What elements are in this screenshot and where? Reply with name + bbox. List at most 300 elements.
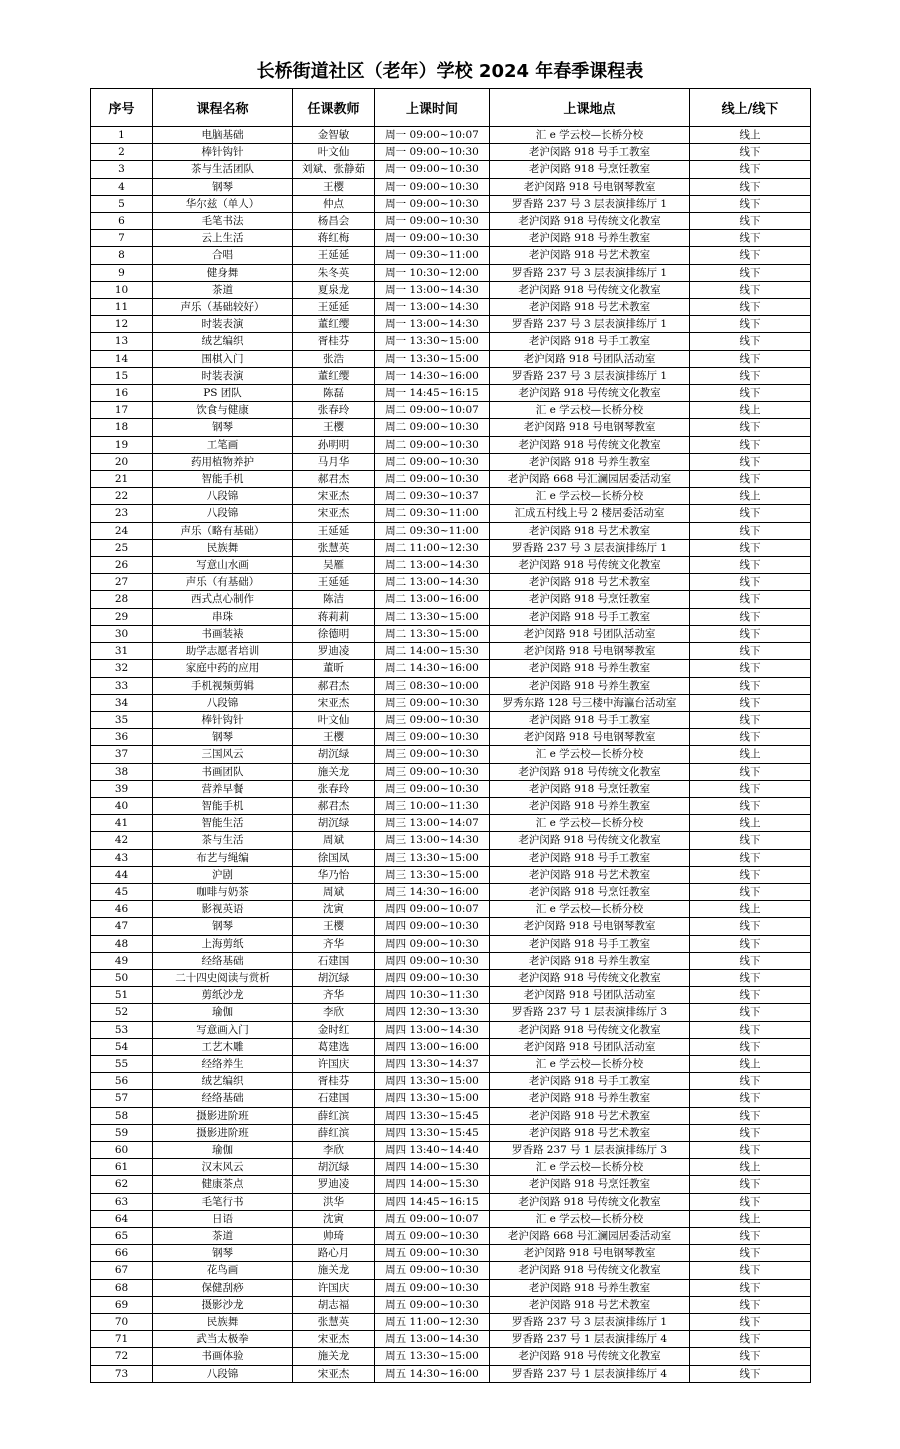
cell-location: 罗香路 237 号 3 层表演排练厅 1 xyxy=(490,195,690,212)
table-row xyxy=(91,161,811,178)
table-row xyxy=(91,763,811,780)
cell-teacher: 胥桂芬 xyxy=(293,333,375,350)
table-row xyxy=(91,746,811,763)
cell-location: 老沪闵路 918 号手工教室 xyxy=(490,935,690,952)
cell-time: 周二 09:00~10:07 xyxy=(375,402,490,419)
cell-mode: 线下 xyxy=(690,780,811,797)
cell-location: 老沪闵路 918 号手工教室 xyxy=(490,608,690,625)
cell-course-name: 手机视频剪辑 xyxy=(153,677,293,694)
cell-index: 23 xyxy=(91,505,153,522)
table-row xyxy=(91,539,811,556)
cell-teacher: 叶文仙 xyxy=(293,711,375,728)
cell-teacher: 郝君杰 xyxy=(293,677,375,694)
cell-course-name: 民族舞 xyxy=(153,539,293,556)
cell-index: 60 xyxy=(91,1141,153,1158)
cell-teacher: 李欣 xyxy=(293,1141,375,1158)
cell-location: 罗香路 237 号 3 层表演排练厅 1 xyxy=(490,316,690,333)
cell-teacher: 金智敏 xyxy=(293,127,375,144)
header-row xyxy=(91,89,811,127)
cell-location: 汇 e 学云校—长桥分校 xyxy=(490,901,690,918)
cell-location: 老沪闵路 918 号艺术教室 xyxy=(490,1107,690,1124)
cell-time: 周二 09:30~10:37 xyxy=(375,488,490,505)
cell-time: 周四 10:30~11:30 xyxy=(375,987,490,1004)
cell-mode: 线下 xyxy=(690,247,811,264)
cell-teacher: 齐华 xyxy=(293,935,375,952)
cell-time: 周一 13:00~14:30 xyxy=(375,299,490,316)
cell-teacher: 葛建选 xyxy=(293,1038,375,1055)
cell-index: 46 xyxy=(91,901,153,918)
cell-time: 周三 09:00~10:30 xyxy=(375,780,490,797)
cell-mode: 线上 xyxy=(690,402,811,419)
cell-time: 周五 09:00~10:30 xyxy=(375,1228,490,1245)
cell-course-name: 时装表演 xyxy=(153,367,293,384)
cell-time: 周三 14:30~16:00 xyxy=(375,883,490,900)
cell-course-name: 合唱 xyxy=(153,247,293,264)
cell-time: 周三 09:00~10:30 xyxy=(375,729,490,746)
cell-time: 周三 09:00~10:30 xyxy=(375,711,490,728)
cell-mode: 线下 xyxy=(690,1314,811,1331)
cell-course-name: 经络养生 xyxy=(153,1055,293,1072)
cell-course-name: 工艺木雕 xyxy=(153,1038,293,1055)
cell-course-name: 布艺与绳编 xyxy=(153,849,293,866)
cell-time: 周五 13:30~15:00 xyxy=(375,1348,490,1365)
table-row xyxy=(91,367,811,384)
cell-index: 26 xyxy=(91,557,153,574)
table-row xyxy=(91,1038,811,1055)
cell-course-name: 摄影进阶班 xyxy=(153,1124,293,1141)
table-row xyxy=(91,1193,811,1210)
cell-course-name: 写意画入门 xyxy=(153,1021,293,1038)
cell-teacher: 施关龙 xyxy=(293,1348,375,1365)
cell-mode: 线下 xyxy=(690,505,811,522)
cell-index: 71 xyxy=(91,1331,153,1348)
cell-time: 周五 11:00~12:30 xyxy=(375,1314,490,1331)
cell-index: 51 xyxy=(91,987,153,1004)
table-row xyxy=(91,281,811,298)
cell-index: 16 xyxy=(91,385,153,402)
cell-mode: 线下 xyxy=(690,987,811,1004)
cell-course-name: 武当太极拳 xyxy=(153,1331,293,1348)
cell-teacher: 张春玲 xyxy=(293,402,375,419)
table-row xyxy=(91,488,811,505)
table-row xyxy=(91,1090,811,1107)
table-row xyxy=(91,608,811,625)
cell-index: 11 xyxy=(91,299,153,316)
cell-mode: 线上 xyxy=(690,1210,811,1227)
cell-index: 67 xyxy=(91,1262,153,1279)
table-row xyxy=(91,729,811,746)
cell-time: 周四 13:00~14:30 xyxy=(375,1021,490,1038)
cell-index: 12 xyxy=(91,316,153,333)
cell-mode: 线下 xyxy=(690,213,811,230)
header-location: 上课地点 xyxy=(490,89,690,127)
cell-index: 20 xyxy=(91,453,153,470)
cell-course-name: 钢琴 xyxy=(153,419,293,436)
cell-time: 周四 13:30~15:45 xyxy=(375,1107,490,1124)
cell-mode: 线下 xyxy=(690,419,811,436)
cell-mode: 线下 xyxy=(690,1228,811,1245)
cell-course-name: PS 团队 xyxy=(153,385,293,402)
header-mode: 线上/线下 xyxy=(690,89,811,127)
table-row xyxy=(91,264,811,281)
cell-index: 58 xyxy=(91,1107,153,1124)
cell-mode: 线下 xyxy=(690,367,811,384)
cell-location: 老沪闵路 918 号传统文化教室 xyxy=(490,213,690,230)
cell-time: 周一 14:45~16:15 xyxy=(375,385,490,402)
cell-location: 罗香路 237 号 1 层表演排练厅 4 xyxy=(490,1365,690,1382)
cell-teacher: 石建国 xyxy=(293,952,375,969)
cell-location: 老沪闵路 918 号养生教室 xyxy=(490,230,690,247)
cell-location: 汇 e 学云校—长桥分校 xyxy=(490,1055,690,1072)
cell-time: 周一 09:00~10:30 xyxy=(375,230,490,247)
cell-teacher: 沈寅 xyxy=(293,1210,375,1227)
cell-time: 周四 09:00~10:07 xyxy=(375,901,490,918)
cell-mode: 线下 xyxy=(690,918,811,935)
cell-location: 老沪闵路 918 号艺术教室 xyxy=(490,1124,690,1141)
cell-mode: 线下 xyxy=(690,1107,811,1124)
table-row xyxy=(91,247,811,264)
cell-location: 老沪闵路 918 号养生教室 xyxy=(490,797,690,814)
table-row xyxy=(91,1228,811,1245)
cell-time: 周三 08:30~10:00 xyxy=(375,677,490,694)
cell-index: 69 xyxy=(91,1296,153,1313)
cell-teacher: 胡志福 xyxy=(293,1296,375,1313)
table-row xyxy=(91,969,811,986)
cell-time: 周二 09:00~10:30 xyxy=(375,453,490,470)
cell-course-name: 绒艺编织 xyxy=(153,333,293,350)
cell-index: 24 xyxy=(91,522,153,539)
cell-mode: 线下 xyxy=(690,643,811,660)
cell-location: 老沪闵路 918 号手工教室 xyxy=(490,144,690,161)
cell-index: 30 xyxy=(91,625,153,642)
header-time: 上课时间 xyxy=(375,89,490,127)
cell-teacher: 周斌 xyxy=(293,883,375,900)
cell-teacher: 刘斌、张静茹 xyxy=(293,161,375,178)
cell-teacher: 董昕 xyxy=(293,660,375,677)
cell-location: 老沪闵路 918 号传统文化教室 xyxy=(490,1193,690,1210)
cell-time: 周五 09:00~10:30 xyxy=(375,1262,490,1279)
cell-teacher: 胡沉绿 xyxy=(293,1159,375,1176)
cell-mode: 线下 xyxy=(690,178,811,195)
cell-course-name: 书画体验 xyxy=(153,1348,293,1365)
cell-index: 49 xyxy=(91,952,153,969)
cell-teacher: 薛红滨 xyxy=(293,1107,375,1124)
table-row xyxy=(91,987,811,1004)
cell-mode: 线下 xyxy=(690,763,811,780)
cell-mode: 线下 xyxy=(690,1124,811,1141)
cell-time: 周三 09:00~10:30 xyxy=(375,694,490,711)
table-row xyxy=(91,195,811,212)
cell-location: 老沪闵路 918 号传统文化教室 xyxy=(490,832,690,849)
cell-course-name: 家庭中药的应用 xyxy=(153,660,293,677)
table-row xyxy=(91,436,811,453)
cell-time: 周五 09:00~10:30 xyxy=(375,1296,490,1313)
cell-index: 39 xyxy=(91,780,153,797)
cell-course-name: 茶与生活团队 xyxy=(153,161,293,178)
cell-teacher: 齐华 xyxy=(293,987,375,1004)
cell-index: 4 xyxy=(91,178,153,195)
cell-location: 罗香路 237 号 1 层表演排练厅 3 xyxy=(490,1141,690,1158)
cell-index: 66 xyxy=(91,1245,153,1262)
cell-teacher: 王樱 xyxy=(293,729,375,746)
table-row xyxy=(91,385,811,402)
table-row xyxy=(91,1296,811,1313)
cell-mode: 线下 xyxy=(690,1176,811,1193)
table-row xyxy=(91,453,811,470)
cell-time: 周四 09:00~10:30 xyxy=(375,918,490,935)
table-row xyxy=(91,1210,811,1227)
cell-teacher: 宋亚杰 xyxy=(293,1331,375,1348)
cell-course-name: 书画装裱 xyxy=(153,625,293,642)
table-row xyxy=(91,643,811,660)
cell-location: 老沪闵路 918 号团队活动室 xyxy=(490,625,690,642)
cell-time: 周二 13:00~16:00 xyxy=(375,591,490,608)
cell-course-name: 钢琴 xyxy=(153,178,293,195)
cell-course-name: 花鸟画 xyxy=(153,1262,293,1279)
cell-location: 老沪闵路 918 号传统文化教室 xyxy=(490,385,690,402)
cell-mode: 线下 xyxy=(690,1038,811,1055)
cell-time: 周四 12:30~13:30 xyxy=(375,1004,490,1021)
cell-teacher: 董红缨 xyxy=(293,367,375,384)
table-row xyxy=(91,1055,811,1072)
cell-mode: 线下 xyxy=(690,1348,811,1365)
cell-teacher: 蒋莉莉 xyxy=(293,608,375,625)
table-row xyxy=(91,316,811,333)
cell-index: 52 xyxy=(91,1004,153,1021)
cell-mode: 线下 xyxy=(690,729,811,746)
cell-teacher: 王樱 xyxy=(293,419,375,436)
table-row xyxy=(91,557,811,574)
cell-time: 周二 14:00~15:30 xyxy=(375,643,490,660)
cell-course-name: 钢琴 xyxy=(153,918,293,935)
cell-teacher: 张春玲 xyxy=(293,780,375,797)
cell-mode: 线下 xyxy=(690,471,811,488)
cell-location: 老沪闵路 918 号养生教室 xyxy=(490,677,690,694)
cell-course-name: 茶与生活 xyxy=(153,832,293,849)
cell-teacher: 叶文仙 xyxy=(293,144,375,161)
cell-course-name: 瑜伽 xyxy=(153,1004,293,1021)
cell-time: 周一 09:00~10:30 xyxy=(375,195,490,212)
cell-course-name: 写意山水画 xyxy=(153,557,293,574)
cell-mode: 线下 xyxy=(690,608,811,625)
cell-location: 老沪闵路 918 号电钢琴教室 xyxy=(490,918,690,935)
cell-mode: 线下 xyxy=(690,316,811,333)
cell-course-name: 声乐（有基础） xyxy=(153,574,293,591)
cell-course-name: 西式点心制作 xyxy=(153,591,293,608)
cell-time: 周四 13:30~15:00 xyxy=(375,1090,490,1107)
cell-teacher: 马月华 xyxy=(293,453,375,470)
cell-location: 汇 e 学云校—长桥分校 xyxy=(490,815,690,832)
cell-index: 25 xyxy=(91,539,153,556)
cell-mode: 线下 xyxy=(690,1004,811,1021)
cell-location: 老沪闵路 918 号艺术教室 xyxy=(490,299,690,316)
cell-teacher: 罗迪凌 xyxy=(293,643,375,660)
cell-time: 周四 09:00~10:30 xyxy=(375,935,490,952)
cell-course-name: 八段锦 xyxy=(153,694,293,711)
cell-mode: 线下 xyxy=(690,522,811,539)
cell-time: 周三 13:00~14:07 xyxy=(375,815,490,832)
table-row xyxy=(91,1073,811,1090)
cell-location: 老沪闵路 918 号传统文化教室 xyxy=(490,436,690,453)
cell-course-name: 智能生活 xyxy=(153,815,293,832)
cell-mode: 线下 xyxy=(690,1141,811,1158)
table-row xyxy=(91,1159,811,1176)
table-row xyxy=(91,780,811,797)
cell-mode: 线下 xyxy=(690,694,811,711)
cell-location: 老沪闵路 918 号艺术教室 xyxy=(490,1296,690,1313)
cell-teacher: 胡沉绿 xyxy=(293,969,375,986)
cell-location: 老沪闵路 918 号电钢琴教室 xyxy=(490,729,690,746)
cell-teacher: 张慧英 xyxy=(293,1314,375,1331)
cell-course-name: 声乐（基础较好） xyxy=(153,299,293,316)
cell-time: 周三 13:30~15:00 xyxy=(375,849,490,866)
table-row xyxy=(91,677,811,694)
header-teacher: 任课教师 xyxy=(293,89,375,127)
cell-course-name: 沪剧 xyxy=(153,866,293,883)
cell-location: 老沪闵路 918 号烹饪教室 xyxy=(490,1176,690,1193)
cell-time: 周四 14:45~16:15 xyxy=(375,1193,490,1210)
cell-course-name: 健身舞 xyxy=(153,264,293,281)
cell-course-name: 声乐（略有基础） xyxy=(153,522,293,539)
cell-teacher: 王樱 xyxy=(293,178,375,195)
course-schedule-table xyxy=(90,88,811,1383)
cell-time: 周一 09:00~10:30 xyxy=(375,178,490,195)
cell-index: 65 xyxy=(91,1228,153,1245)
cell-mode: 线下 xyxy=(690,144,811,161)
cell-index: 33 xyxy=(91,677,153,694)
cell-course-name: 时装表演 xyxy=(153,316,293,333)
cell-course-name: 瑜伽 xyxy=(153,1141,293,1158)
cell-teacher: 徐德明 xyxy=(293,625,375,642)
cell-mode: 线下 xyxy=(690,797,811,814)
cell-mode: 线下 xyxy=(690,350,811,367)
table-row xyxy=(91,1262,811,1279)
table-row xyxy=(91,591,811,608)
cell-time: 周一 09:30~11:00 xyxy=(375,247,490,264)
cell-index: 27 xyxy=(91,574,153,591)
cell-mode: 线上 xyxy=(690,127,811,144)
cell-course-name: 营养早餐 xyxy=(153,780,293,797)
cell-mode: 线下 xyxy=(690,883,811,900)
cell-course-name: 二十四史阅读与赏析 xyxy=(153,969,293,986)
cell-index: 70 xyxy=(91,1314,153,1331)
cell-location: 老沪闵路 918 号传统文化教室 xyxy=(490,763,690,780)
cell-index: 17 xyxy=(91,402,153,419)
cell-index: 31 xyxy=(91,643,153,660)
cell-teacher: 洪华 xyxy=(293,1193,375,1210)
cell-mode: 线下 xyxy=(690,385,811,402)
cell-location: 老沪闵路 918 号传统文化教室 xyxy=(490,281,690,298)
cell-location: 老沪闵路 668 号汇澜园居委活动室 xyxy=(490,471,690,488)
cell-index: 7 xyxy=(91,230,153,247)
cell-index: 54 xyxy=(91,1038,153,1055)
cell-teacher: 施关龙 xyxy=(293,763,375,780)
cell-time: 周二 13:00~14:30 xyxy=(375,574,490,591)
cell-location: 老沪闵路 918 号手工教室 xyxy=(490,711,690,728)
cell-course-name: 书画团队 xyxy=(153,763,293,780)
cell-mode: 线下 xyxy=(690,161,811,178)
page-title: 长桥街道社区（老年）学校 2024 年春季课程表 xyxy=(256,61,644,82)
cell-teacher: 胥桂芬 xyxy=(293,1073,375,1090)
cell-teacher: 薛红滨 xyxy=(293,1124,375,1141)
cell-index: 53 xyxy=(91,1021,153,1038)
cell-time: 周二 09:30~11:00 xyxy=(375,505,490,522)
cell-course-name: 云上生活 xyxy=(153,230,293,247)
table-row xyxy=(91,1245,811,1262)
table-row xyxy=(91,797,811,814)
cell-teacher: 董红缨 xyxy=(293,316,375,333)
cell-index: 3 xyxy=(91,161,153,178)
cell-location: 老沪闵路 918 号烹饪教室 xyxy=(490,591,690,608)
cell-index: 29 xyxy=(91,608,153,625)
cell-course-name: 剪纸沙龙 xyxy=(153,987,293,1004)
table-row xyxy=(91,952,811,969)
cell-index: 47 xyxy=(91,918,153,935)
cell-course-name: 药用植物养护 xyxy=(153,453,293,470)
cell-location: 汇 e 学云校—长桥分校 xyxy=(490,127,690,144)
cell-course-name: 八段锦 xyxy=(153,505,293,522)
cell-teacher: 杨昌会 xyxy=(293,213,375,230)
cell-teacher: 周斌 xyxy=(293,832,375,849)
table-row xyxy=(91,901,811,918)
cell-time: 周二 09:00~10:30 xyxy=(375,419,490,436)
cell-teacher: 胡沉绿 xyxy=(293,815,375,832)
cell-teacher: 张浩 xyxy=(293,350,375,367)
cell-location: 老沪闵路 918 号艺术教室 xyxy=(490,574,690,591)
cell-course-name: 工笔画 xyxy=(153,436,293,453)
cell-index: 13 xyxy=(91,333,153,350)
cell-teacher: 仲点 xyxy=(293,195,375,212)
cell-index: 62 xyxy=(91,1176,153,1193)
table-row xyxy=(91,1004,811,1021)
cell-location: 老沪闵路 918 号电钢琴教室 xyxy=(490,178,690,195)
cell-location: 罗香路 237 号 3 层表演排练厅 1 xyxy=(490,1314,690,1331)
cell-location: 老沪闵路 918 号养生教室 xyxy=(490,1090,690,1107)
table-row xyxy=(91,1314,811,1331)
cell-index: 2 xyxy=(91,144,153,161)
cell-time: 周一 14:30~16:00 xyxy=(375,367,490,384)
cell-course-name: 三国风云 xyxy=(153,746,293,763)
table-row xyxy=(91,419,811,436)
table-row xyxy=(91,522,811,539)
cell-mode: 线下 xyxy=(690,557,811,574)
cell-index: 61 xyxy=(91,1159,153,1176)
table-row xyxy=(91,1021,811,1038)
cell-index: 50 xyxy=(91,969,153,986)
cell-time: 周三 09:00~10:30 xyxy=(375,746,490,763)
cell-time: 周一 13:30~15:00 xyxy=(375,333,490,350)
cell-teacher: 陈磊 xyxy=(293,385,375,402)
cell-index: 73 xyxy=(91,1365,153,1382)
cell-location: 老沪闵路 918 号手工教室 xyxy=(490,1073,690,1090)
cell-location: 汇 e 学云校—长桥分校 xyxy=(490,1210,690,1227)
cell-course-name: 棒针钩针 xyxy=(153,144,293,161)
cell-course-name: 毛笔行书 xyxy=(153,1193,293,1210)
cell-course-name: 串珠 xyxy=(153,608,293,625)
cell-index: 55 xyxy=(91,1055,153,1072)
cell-index: 22 xyxy=(91,488,153,505)
cell-time: 周四 13:40~14:40 xyxy=(375,1141,490,1158)
cell-teacher: 朱冬英 xyxy=(293,264,375,281)
cell-course-name: 八段锦 xyxy=(153,488,293,505)
cell-mode: 线下 xyxy=(690,1331,811,1348)
cell-mode: 线下 xyxy=(690,677,811,694)
cell-location: 汇 e 学云校—长桥分校 xyxy=(490,402,690,419)
cell-location: 老沪闵路 918 号团队活动室 xyxy=(490,350,690,367)
cell-time: 周二 13:30~15:00 xyxy=(375,625,490,642)
cell-mode: 线下 xyxy=(690,574,811,591)
cell-location: 老沪闵路 918 号传统文化教室 xyxy=(490,1021,690,1038)
